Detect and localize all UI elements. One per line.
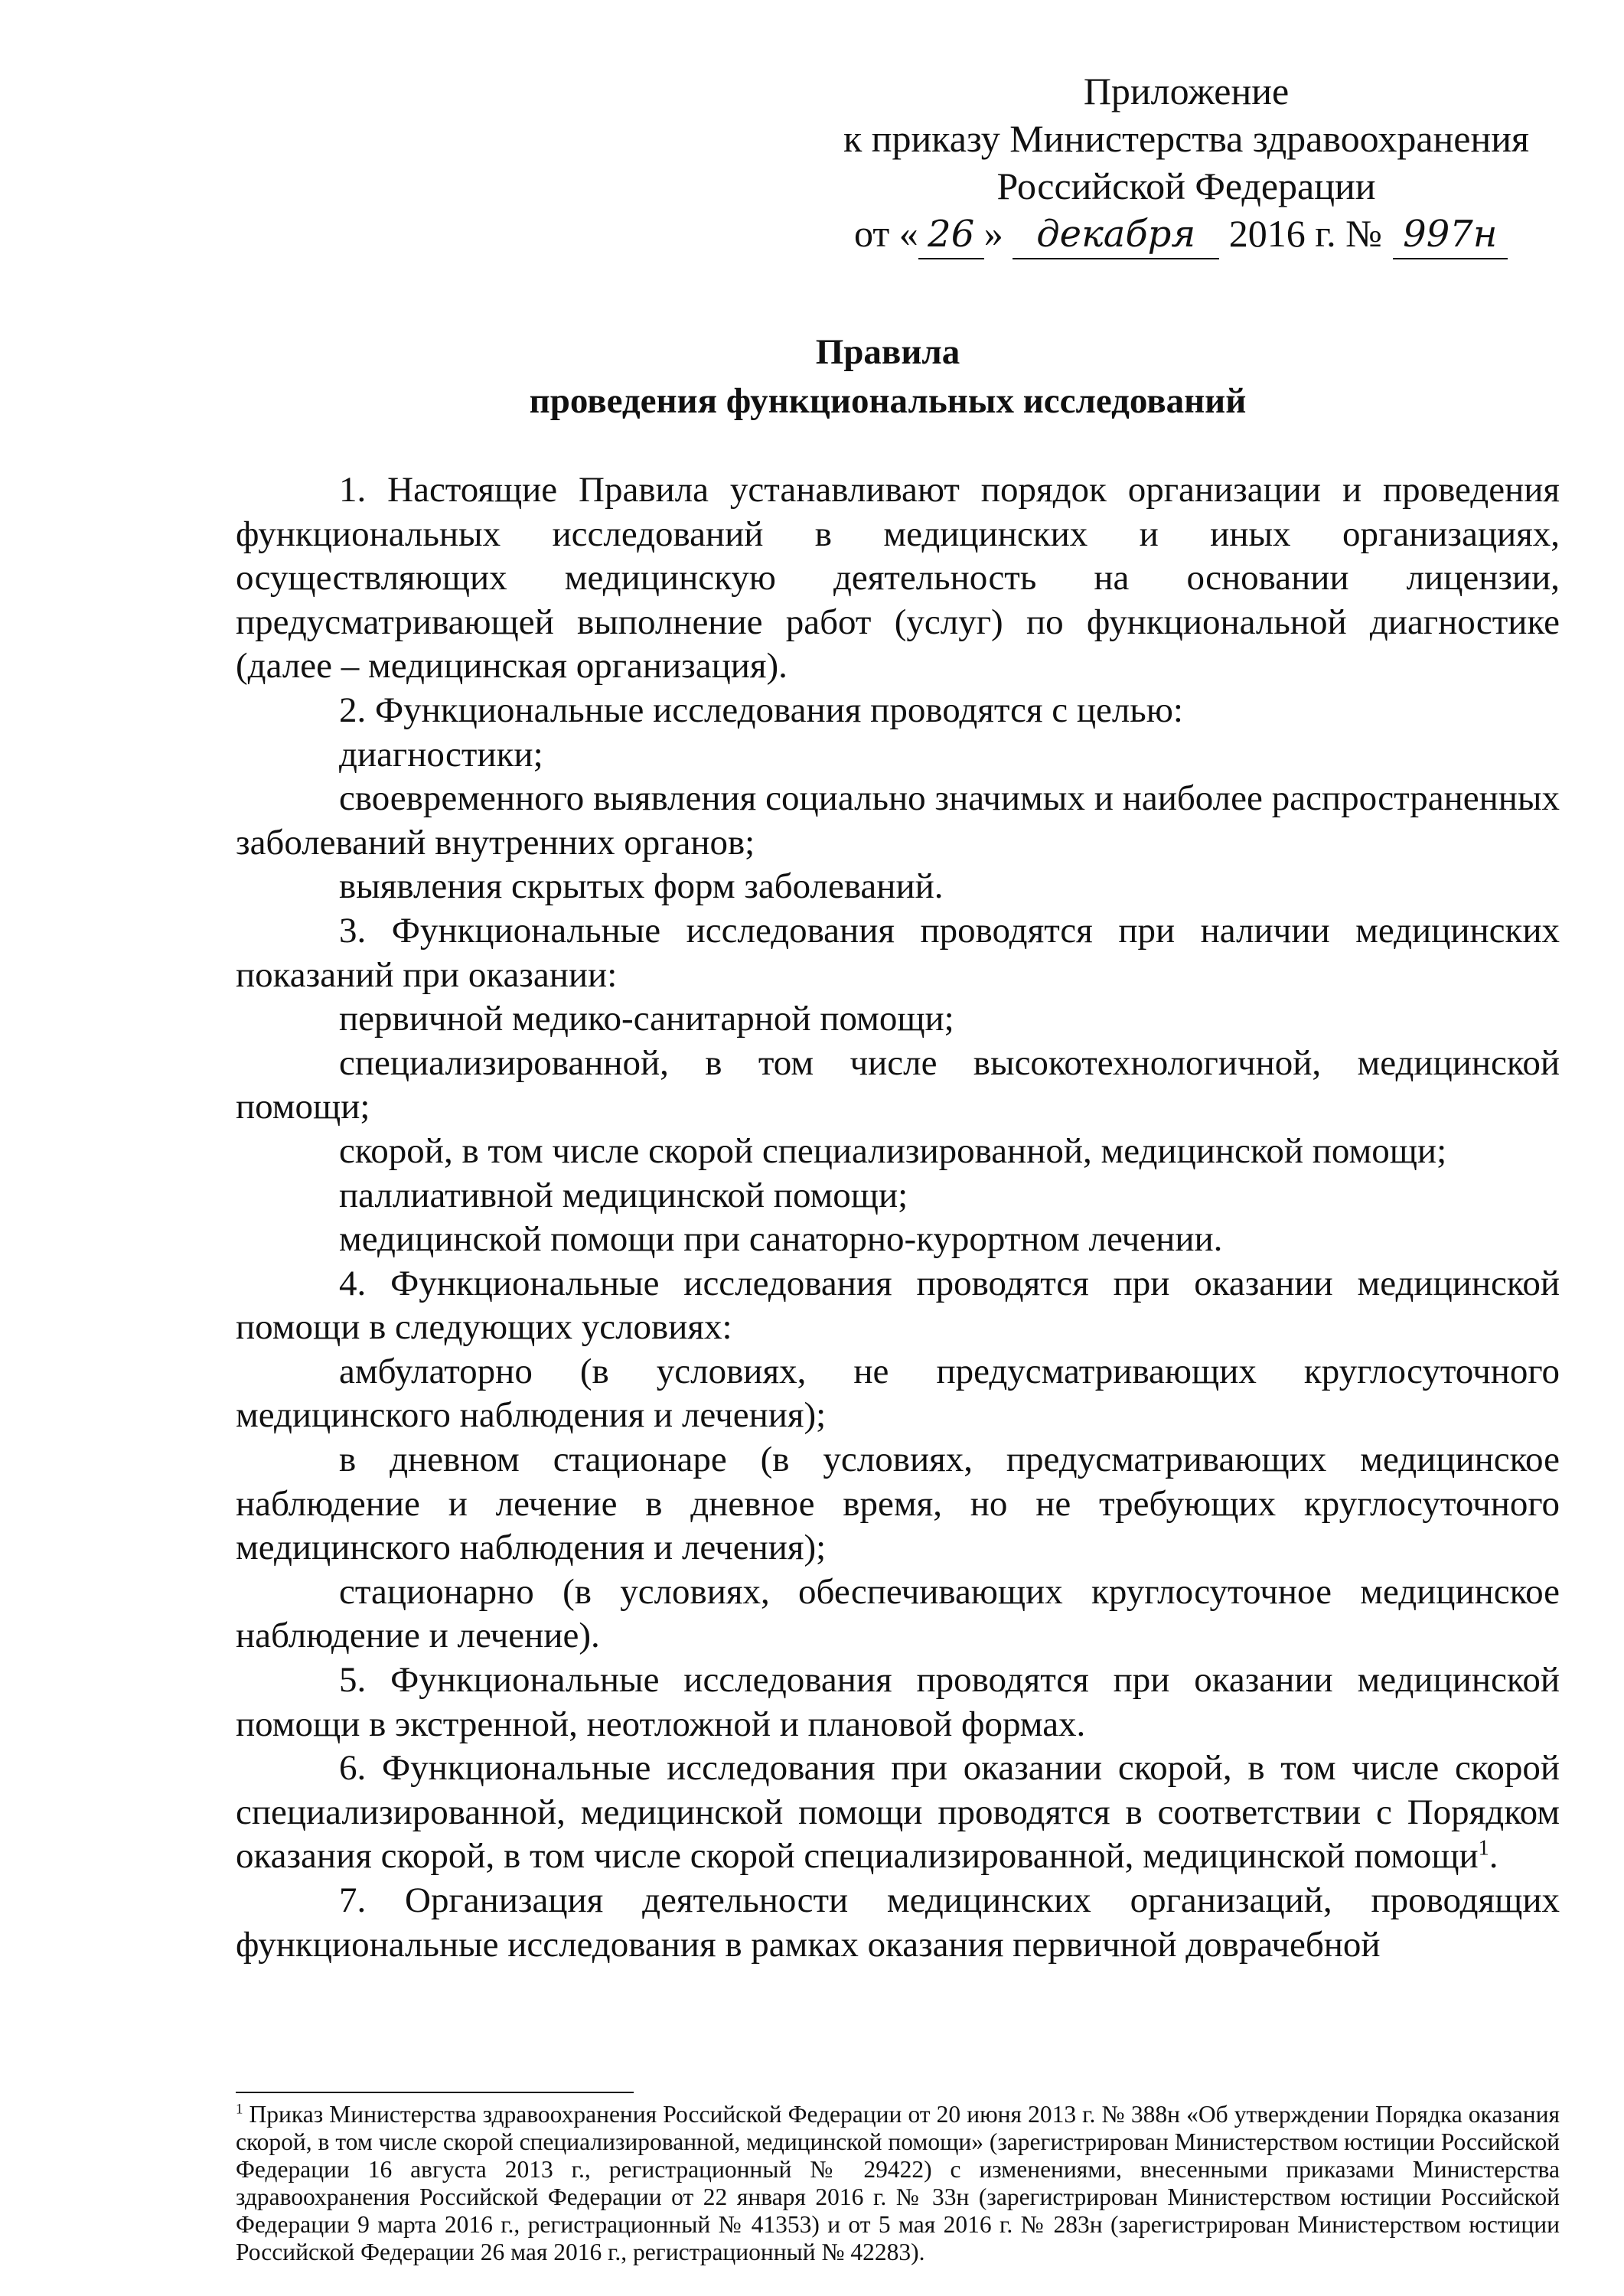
footnote-mark: 1	[236, 2101, 243, 2118]
title-line-1: Правила	[815, 332, 960, 372]
list-item: диагностики;	[339, 734, 543, 775]
document-header	[827, 67, 1546, 259]
paragraph-6-end: .	[1489, 1836, 1498, 1877]
paragraph-4: 4. Функциональные исследования проводятся при оказании медицинской помощи в следующих условиях:	[236, 1263, 1560, 1348]
list-item: паллиативной медицинской помощи;	[339, 1175, 908, 1215]
appendix-label: Приложение	[1083, 70, 1290, 113]
footnote-ref: 1	[1478, 1836, 1489, 1861]
paragraph-1: 1. Настоящие Правила устанавливают порядок организации и проведения функциональных исследований в медицинских и иных организациях, осуществляющих медицинскую деятельность на основании лицензии, предусматривающей выполнение работ (услуг) по функциональной диагностике (далее – медицинская организация).	[236, 470, 1560, 687]
order-date-line	[827, 210, 1546, 259]
footnote-separator	[236, 2092, 634, 2093]
date-mid: »	[983, 212, 1003, 255]
handwritten-day: 26	[918, 210, 984, 259]
list-item: выявления скрытых форм заболеваний.	[339, 866, 944, 907]
document-title	[230, 328, 1546, 426]
list-item: медицинской помощи при санаторно-курортном лечении.	[339, 1219, 1223, 1260]
footnote-text: Приказ Министерства здравоохранения Российской Федерации от 20 июня 2013 г. № 388н «Об утверждении Порядка оказания скорой, в том числе скорой специализированной, медицинской помощи» (зарегистрирован Министерством юстиции Российской Федерации 16 августа 2013 г., регистрационный № 29422) с изменениями, внесенными приказами Министерства здравоохранения Российской Федерации от 22 января 2016 г. № 33н (зарегистрирован Министерством юстиции Российской Федерации 9 марта 2016 г., регистрационный № 41353) и от 5 мая 2016 г. № 283н (зарегистрирован Министерством юстиции Российской Федерации 26 мая 2016 г., регистрационный № 42283).	[236, 2101, 1560, 2265]
paragraph-6	[236, 1746, 1560, 1879]
list-item: стационарно (в условиях, обеспечивающих круглосуточное медицинское наблюдение и лечение).	[236, 1571, 1560, 1656]
handwritten-month: декабря	[1013, 210, 1219, 259]
paragraph-5: 5. Функциональные исследования проводятся при оказании медицинской помощи в экстренной, неотложной и плановой формах.	[236, 1660, 1560, 1744]
paragraph-7: 7. Организация деятельности медицинских организаций, проводящих функциональные исследования в рамках оказания первичной доврачебной	[236, 1880, 1560, 1965]
list-item: первичной медико-санитарной помощи;	[339, 999, 954, 1039]
list-item: амбулаторно (в условиях, не предусматривающих круглосуточного медицинского наблюдения и лечения);	[236, 1351, 1560, 1436]
list-item: скорой, в том числе скорой специализированной, медицинской помощи;	[339, 1130, 1447, 1171]
date-year: 2016 г. №	[1228, 212, 1382, 255]
title-line-2: проведения функциональных исследований	[529, 381, 1247, 421]
footnote	[236, 2101, 1560, 2266]
list-item: специализированной, в том числе высокотехнологичной, медицинской помощи;	[236, 1042, 1560, 1127]
list-item: своевременного выявления социально значимых и наиболее распространенных заболеваний внутренних органов;	[236, 778, 1560, 863]
paragraph-2: 2. Функциональные исследования проводятся с целью:	[339, 690, 1183, 730]
paragraph-3: 3. Функциональные исследования проводятся при наличии медицинских показаний при оказании:	[236, 910, 1560, 995]
date-prefix: от «	[854, 212, 918, 255]
handwritten-order-number: 997н	[1393, 210, 1508, 259]
paragraph-6-text: 6. Функциональные исследования при оказании скорой, в том числе скорой специализированной, медицинской помощи проводятся в соответствии с Порядком оказания скорой, в том числе скорой специализированной, медицинской помощи	[236, 1748, 1560, 1877]
order-reference: к приказу Министерства здравоохранения	[843, 117, 1530, 160]
document-body	[236, 468, 1560, 1967]
list-item: в дневном стационаре (в условиях, предусматривающих медицинское наблюдение и лечение в дневное время, но не требующих круглосуточного медицинского наблюдения и лечения);	[236, 1440, 1560, 1568]
ministry-country: Российской Федерации	[996, 165, 1376, 207]
